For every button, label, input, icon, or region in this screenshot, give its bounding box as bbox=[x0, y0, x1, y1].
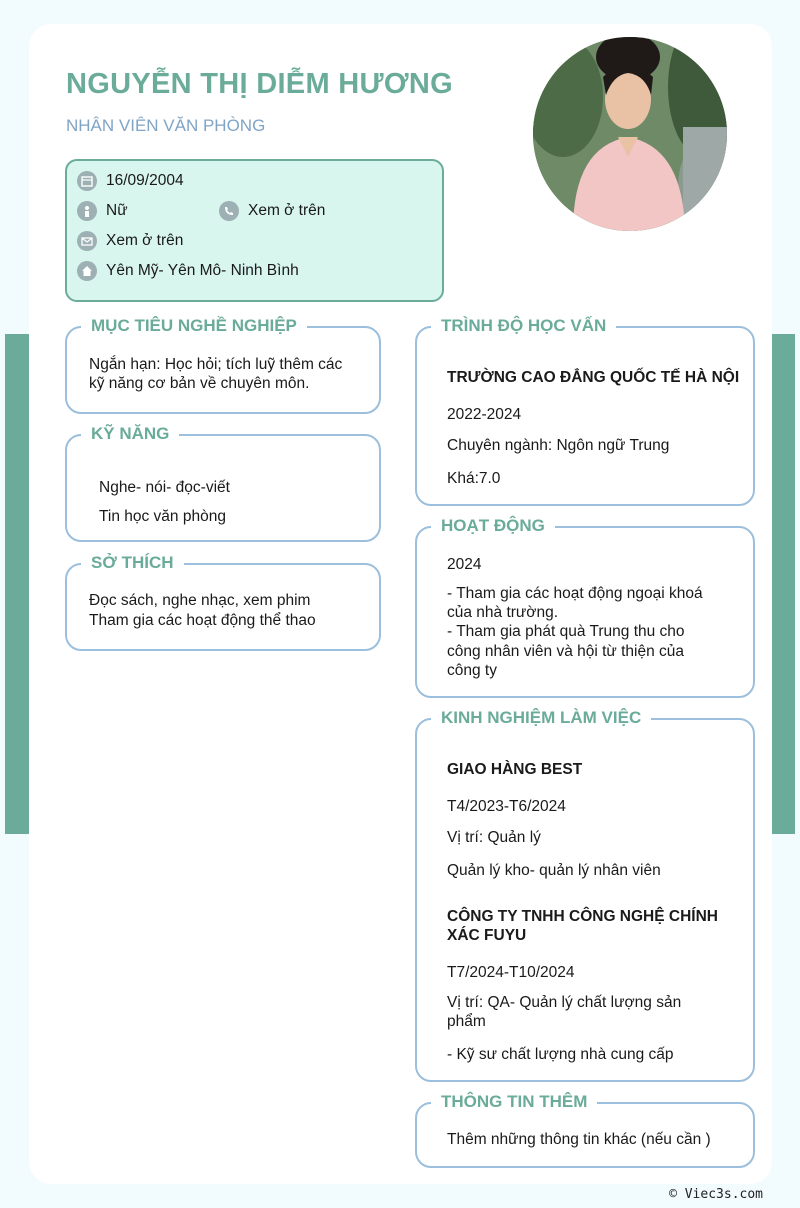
envelope-icon bbox=[77, 231, 97, 251]
education-grade: Khá:7.0 bbox=[447, 470, 501, 487]
profile-photo-illustration bbox=[533, 37, 727, 231]
hobbies-line-2: Tham gia các hoạt động thể thao bbox=[89, 612, 316, 629]
job-company: XÁC FUYU bbox=[447, 927, 527, 944]
hobbies-card bbox=[65, 553, 381, 651]
objective-title: MỤC TIÊU NGHỀ NGHIỆP bbox=[81, 315, 307, 337]
phone-icon bbox=[219, 201, 239, 221]
job-description: Quản lý kho- quản lý nhân viên bbox=[447, 862, 661, 879]
right-accent-bar bbox=[771, 334, 795, 834]
skills-card bbox=[65, 424, 381, 542]
home-icon bbox=[77, 261, 97, 281]
birthday-value: 16/09/2004 bbox=[106, 172, 184, 189]
job-position: phẩm bbox=[447, 1013, 486, 1030]
watermark: © Viec3s.com bbox=[669, 1187, 763, 1202]
job-position: Vị trí: Quản lý bbox=[447, 829, 541, 846]
education-period: 2022-2024 bbox=[447, 406, 522, 423]
activities-line: - Tham gia phát quà Trung thu cho bbox=[447, 623, 685, 640]
hobbies-title: SỞ THÍCH bbox=[81, 552, 184, 574]
skill-item: Tin học văn phòng bbox=[99, 508, 226, 525]
education-title: TRÌNH ĐỘ HỌC VẤN bbox=[431, 315, 616, 337]
email-row bbox=[77, 231, 183, 251]
activities-year: 2024 bbox=[447, 556, 482, 573]
personal-info-box bbox=[65, 159, 444, 302]
job-company: GIAO HÀNG BEST bbox=[447, 761, 583, 778]
activities-line: công ty bbox=[447, 662, 497, 679]
education-major: Chuyên ngành: Ngôn ngữ Trung bbox=[447, 437, 670, 454]
job-period: T4/2023-T6/2024 bbox=[447, 798, 566, 815]
experience-card bbox=[415, 708, 755, 1082]
calendar-icon bbox=[77, 171, 97, 191]
gender-value: Nữ bbox=[106, 202, 128, 219]
extra-info-text: Thêm những thông tin khác (nếu cần ) bbox=[447, 1131, 711, 1148]
job-company: CÔNG TY TNHH CÔNG NGHỆ CHÍNH bbox=[447, 908, 718, 925]
job-period: T7/2024-T10/2024 bbox=[447, 964, 575, 981]
candidate-name: NGUYỄN THỊ DIỄM HƯƠNG bbox=[66, 68, 453, 100]
address-row bbox=[77, 261, 299, 281]
extra-info-title: THÔNG TIN THÊM bbox=[431, 1091, 597, 1113]
education-card bbox=[415, 316, 755, 506]
job-position: Vị trí: QA- Quản lý chất lượng sản bbox=[447, 994, 682, 1011]
job-title: NHÂN VIÊN VĂN PHÒNG bbox=[66, 116, 266, 135]
school-name: TRƯỜNG CAO ĐẲNG QUỐC TẾ HÀ NỘI bbox=[447, 369, 740, 386]
objective-line-1: Ngắn hạn: Học hỏi; tích luỹ thêm các bbox=[89, 356, 343, 373]
activities-title: HOẠT ĐỘNG bbox=[431, 515, 555, 537]
email-value: Xem ở trên bbox=[106, 232, 184, 249]
hobbies-line-1: Đọc sách, nghe nhạc, xem phim bbox=[89, 592, 311, 609]
activities-line: - Tham gia các hoạt động ngoại khoá bbox=[447, 585, 703, 602]
gender-row bbox=[77, 201, 128, 221]
phone-value: Xem ở trên bbox=[248, 202, 326, 219]
activities-line: công nhân viên và hội từ thiện của bbox=[447, 643, 685, 660]
activities-line: của nhà trường. bbox=[447, 604, 559, 621]
objective-line-2: kỹ năng cơ bản về chuyên môn. bbox=[89, 375, 310, 392]
birthday-row bbox=[77, 171, 184, 191]
phone-row bbox=[219, 201, 325, 221]
activities-card bbox=[415, 516, 755, 698]
gender-icon bbox=[77, 201, 97, 221]
experience-title: KINH NGHIỆM LÀM VIỆC bbox=[431, 707, 651, 729]
profile-photo bbox=[533, 37, 727, 231]
skills-title: KỸ NĂNG bbox=[81, 423, 179, 445]
extra-info-card bbox=[415, 1092, 755, 1168]
address-value: Yên Mỹ- Yên Mô- Ninh Bình bbox=[106, 262, 299, 279]
skill-item: Nghe- nói- đọc-viết bbox=[99, 479, 230, 496]
job-description: - Kỹ sư chất lượng nhà cung cấp bbox=[447, 1046, 674, 1063]
objective-card bbox=[65, 316, 381, 414]
